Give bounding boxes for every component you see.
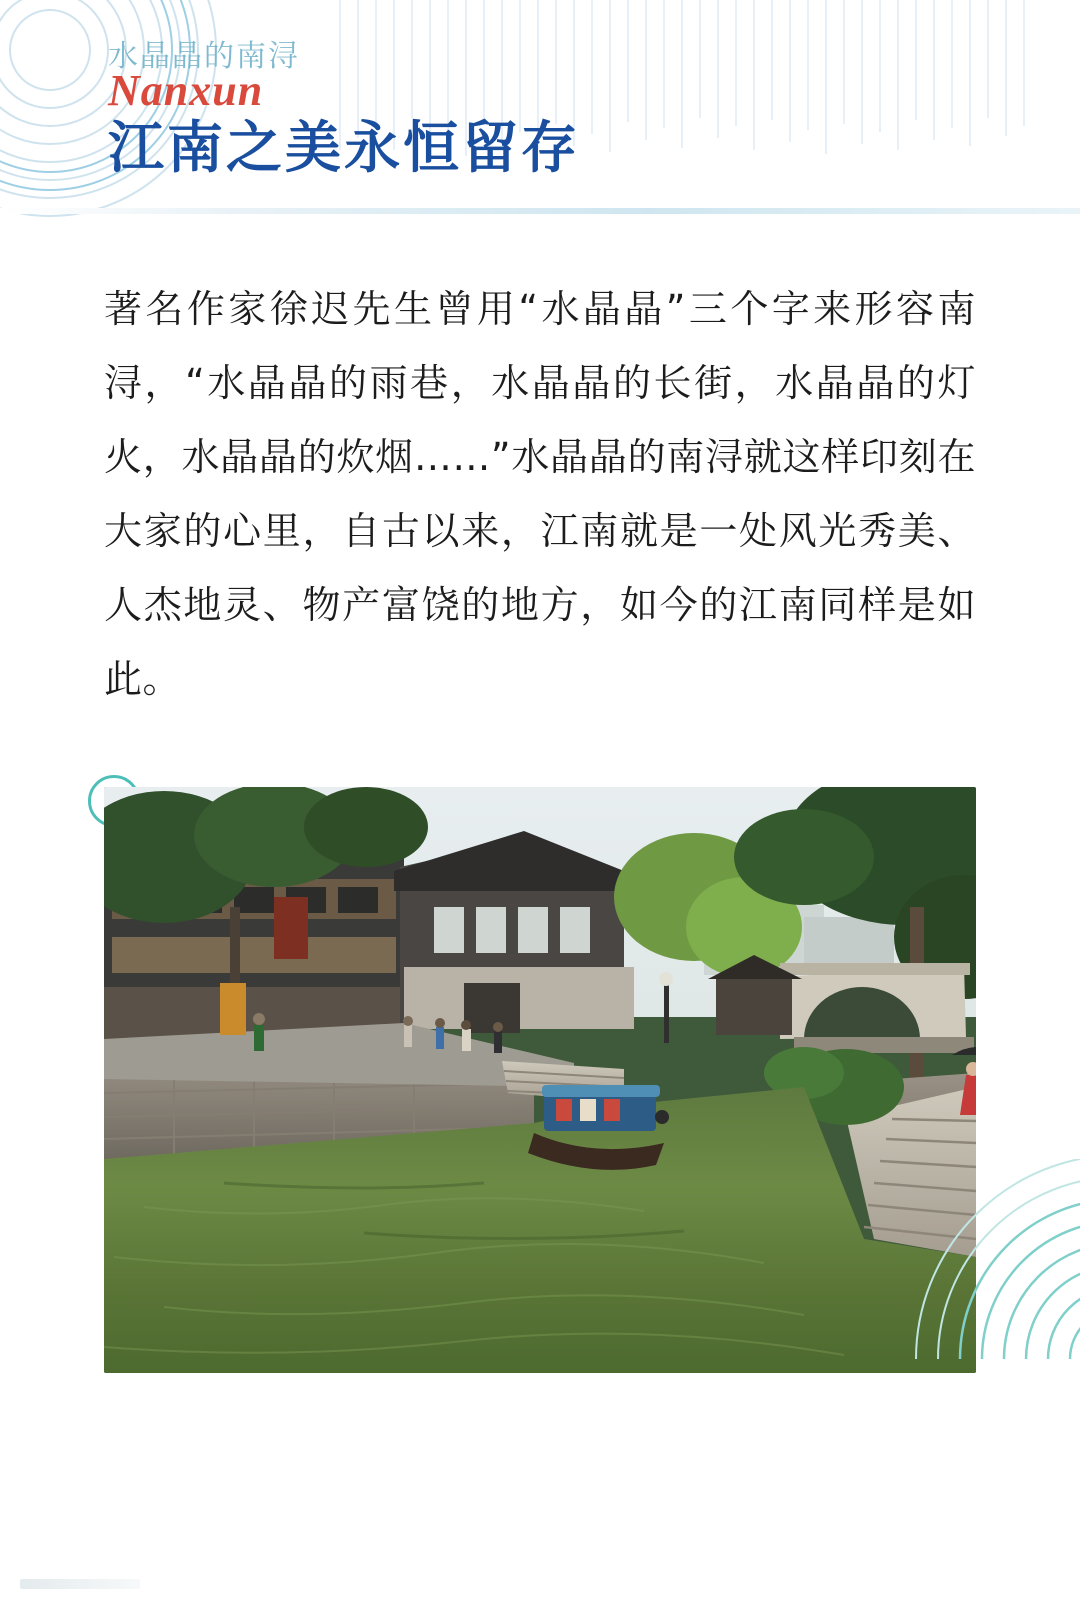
article-paragraph: 著名作家徐迟先生曾用“水晶晶”三个字来形容南浔，“水晶晶的雨巷，水晶晶的长街，水晶晶的灯火，水晶晶的炊烟……”水晶晶的南浔就这样印刻在大家的心里，自古以来，江南就是一处风光秀美、人杰地灵、物产富饶的地方，如今的江南同样是如此。 bbox=[104, 287, 976, 702]
article-body bbox=[104, 272, 976, 717]
photo-illustration bbox=[104, 787, 976, 1373]
footer-mark bbox=[20, 1579, 140, 1589]
page-title: 江南之美永恒留存 bbox=[108, 116, 580, 179]
photo-block bbox=[104, 787, 976, 1373]
header-divider bbox=[0, 208, 1080, 214]
page-header bbox=[0, 0, 1080, 215]
header-text-block bbox=[108, 40, 580, 180]
photo-canal-scene bbox=[104, 787, 976, 1373]
header-script-title: Nanxun bbox=[108, 66, 264, 115]
header-kicker: 水晶晶的南浔 bbox=[108, 40, 300, 73]
